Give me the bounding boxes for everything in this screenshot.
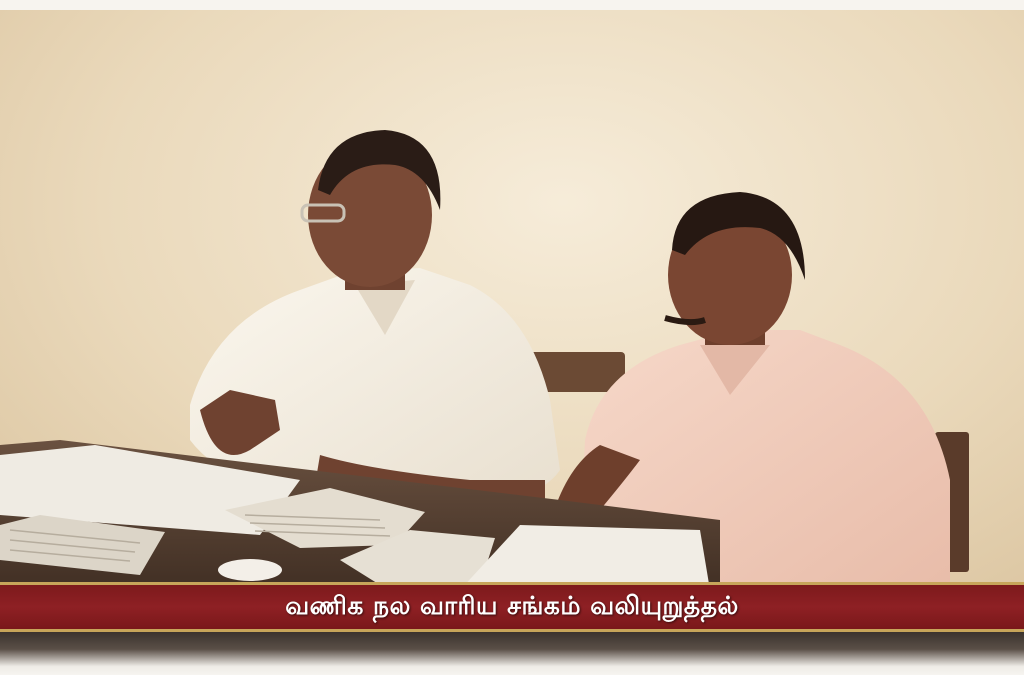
caption-text: வணிக நல வாரிய சங்கம் வலியுறுத்தல் — [285, 590, 739, 620]
eraser — [218, 559, 282, 581]
bottom-strip — [0, 632, 1024, 675]
caption-bar — [0, 582, 1024, 632]
